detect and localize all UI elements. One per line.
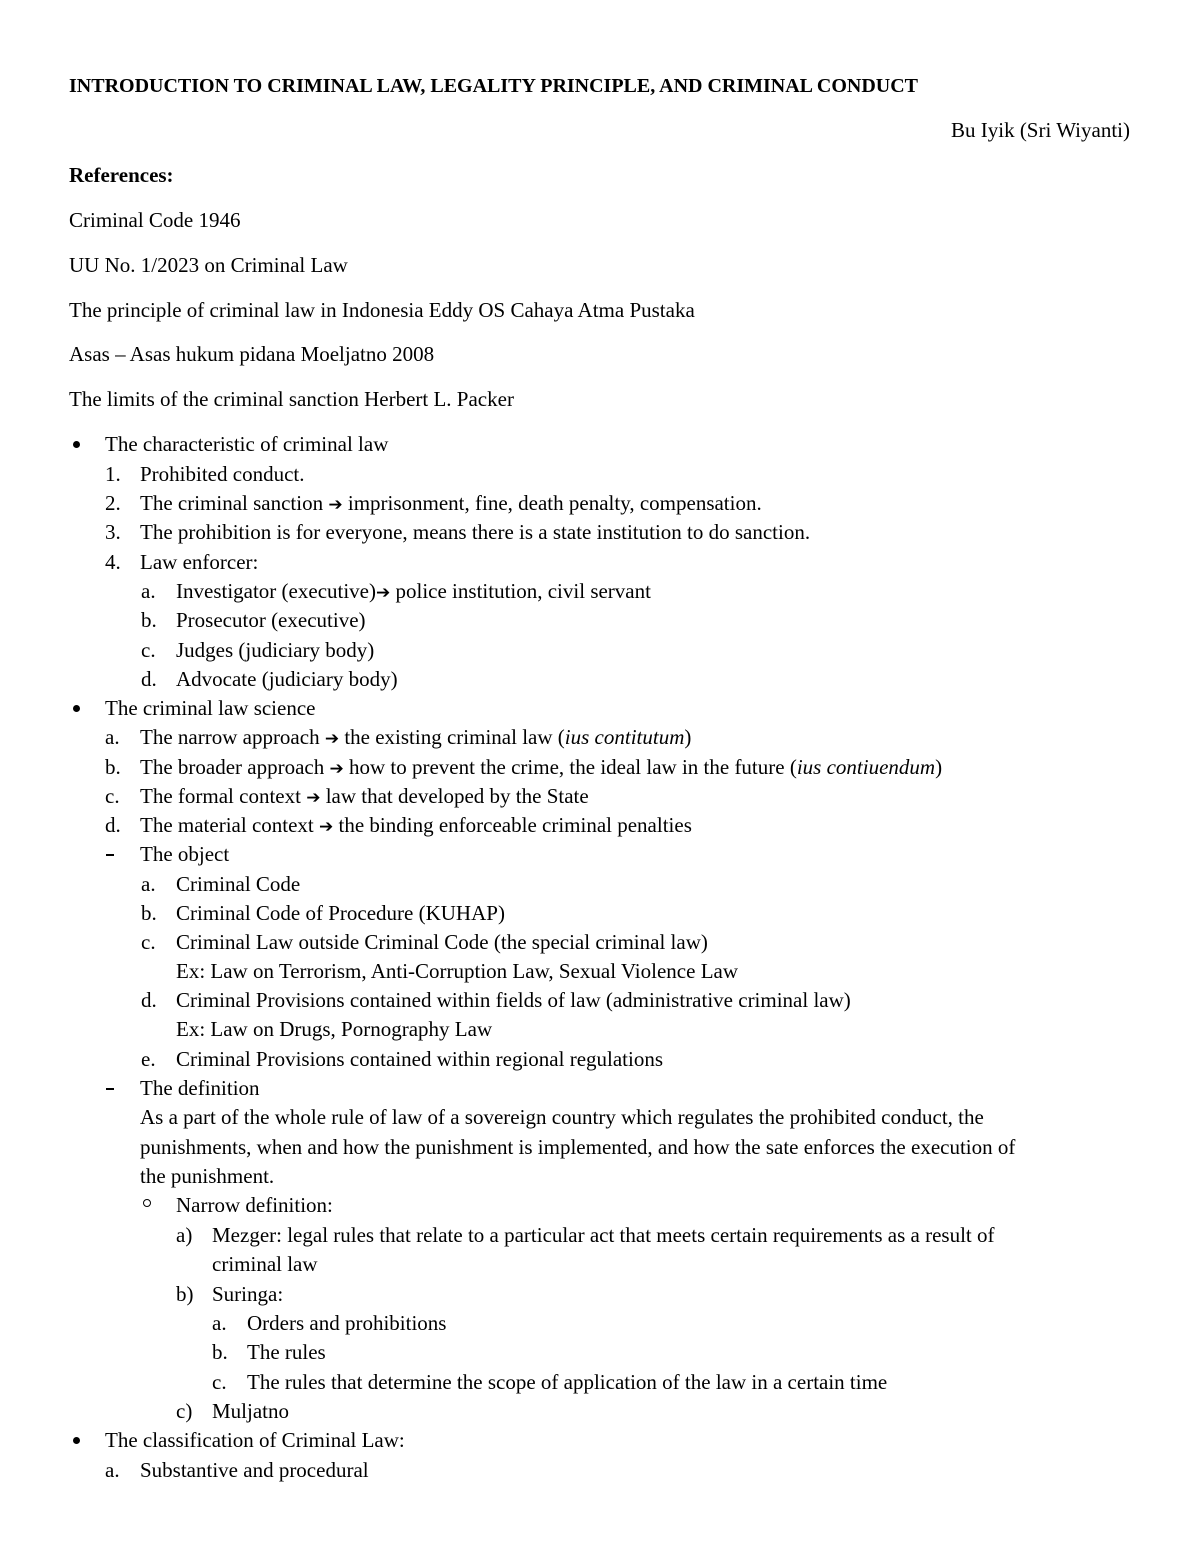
author: Bu Iyik (Sri Wiyanti) (950, 118, 1130, 142)
list-item: Prohibited conduct. (140, 462, 305, 486)
list-marker: b. (141, 608, 157, 632)
list-item: Criminal Code (176, 872, 301, 896)
list-marker: 1. (105, 462, 121, 486)
list-item: The rules (247, 1340, 326, 1364)
list-item: Judges (judiciary body) (176, 638, 375, 662)
list-item-example: Ex: Law on Drugs, Pornography Law (176, 1017, 493, 1041)
list-marker: d. (141, 988, 157, 1012)
definition-text: punishments, when and how the punishment is implemented, and how the sate enforces the execution of (140, 1135, 1016, 1159)
list-item: Orders and prohibitions (247, 1311, 447, 1335)
list-marker: c. (212, 1370, 227, 1394)
list-item: Criminal Provisions contained within regional regulations (176, 1047, 664, 1071)
list-marker: a. (212, 1311, 227, 1335)
definition-text: the punishment. (140, 1164, 275, 1188)
definition-text: As a part of the whole rule of law of a sovereign country which regulates the prohibited conduct, the (140, 1105, 984, 1129)
list-item: The broader approach ➔ how to prevent the crime, the ideal law in the future (ius contiuendum) (140, 755, 943, 779)
reference-item: UU No. 1/2023 on Criminal Law (69, 253, 348, 277)
reference-item: The principle of criminal law in Indonesia Eddy OS Cahaya Atma Pustaka (69, 298, 695, 322)
section-science-title: The criminal law science (105, 696, 316, 720)
list-item: The narrow approach ➔ the existing criminal law (ius contitutum) (140, 725, 692, 749)
circle-bullet-icon (143, 1199, 151, 1207)
arrow-right-icon: ➔ (324, 729, 340, 749)
arrow-right-icon: ➔ (319, 817, 334, 837)
list-item: Mezger: legal rules that relate to a particular act that meets certain requirements as a result of (212, 1223, 995, 1247)
list-marker: 2. (105, 491, 121, 515)
list-marker: d. (141, 667, 157, 691)
list-item: Law enforcer: (140, 550, 259, 574)
list-item: Suringa: (212, 1282, 284, 1306)
arrow-right-icon: ➔ (328, 495, 343, 515)
list-marker: a. (141, 579, 156, 603)
reference-item: Criminal Code 1946 (69, 208, 241, 232)
list-item: criminal law (212, 1252, 318, 1276)
list-marker: c) (176, 1399, 193, 1423)
list-marker: 3. (105, 520, 121, 544)
list-item: The rules that determine the scope of application of the law in a certain time (247, 1370, 888, 1394)
list-item: The material context ➔ the binding enforceable criminal penalties (140, 813, 692, 837)
list-item: The prohibition is for everyone, means there is a state institution to do sanction. (140, 520, 811, 544)
bullet-icon (73, 1437, 80, 1444)
bullet-icon (73, 705, 80, 712)
narrow-definition-title: Narrow definition: (176, 1193, 333, 1217)
arrow-right-icon: ➔ (306, 788, 321, 808)
bullet-icon (73, 441, 80, 448)
arrow-right-icon: ➔ (329, 759, 344, 779)
list-marker: e. (141, 1047, 156, 1071)
list-item: Criminal Code of Procedure (KUHAP) (176, 901, 505, 925)
list-item: The criminal sanction ➔ imprisonment, fine, death penalty, compensation. (140, 491, 762, 515)
list-marker: c. (105, 784, 120, 808)
page-title: INTRODUCTION TO CRIMINAL LAW, LEGALITY PRINCIPLE, AND CRIMINAL CONDUCT (69, 75, 919, 97)
list-item: Investigator (executive)➔ police institution, civil servant (176, 579, 651, 603)
dash-bullet-icon (106, 1088, 114, 1090)
list-item: Muljatno (212, 1399, 289, 1423)
list-item: Criminal Provisions contained within fields of law (administrative criminal law) (176, 988, 851, 1012)
reference-item: Asas – Asas hukum pidana Moeljatno 2008 (69, 342, 435, 366)
list-marker: 4. (105, 550, 121, 574)
definition-title: The definition (140, 1076, 260, 1100)
list-marker: b. (212, 1340, 228, 1364)
list-item: Advocate (judiciary body) (176, 667, 398, 691)
list-marker: a. (141, 872, 156, 896)
reference-item: The limits of the criminal sanction Herbert L. Packer (69, 387, 514, 411)
list-item: Criminal Law outside Criminal Code (the special criminal law) (176, 930, 708, 954)
section-characteristic-title: The characteristic of criminal law (105, 432, 389, 456)
object-title: The object (140, 842, 230, 866)
section-classification-title: The classification of Criminal Law: (105, 1428, 405, 1452)
list-marker: b) (176, 1282, 194, 1306)
list-item: The formal context ➔ law that developed by the State (140, 784, 589, 808)
arrow-right-icon: ➔ (376, 583, 391, 603)
list-marker: a. (105, 1458, 120, 1482)
list-marker: c. (141, 638, 156, 662)
list-marker: d. (105, 813, 121, 837)
list-marker: a) (176, 1223, 193, 1247)
list-marker: c. (141, 930, 156, 954)
dash-bullet-icon (106, 854, 114, 856)
list-item: Prosecutor (executive) (176, 608, 366, 632)
list-marker: b. (105, 755, 121, 779)
list-item-example: Ex: Law on Terrorism, Anti-Corruption Law, Sexual Violence Law (176, 959, 739, 983)
references-heading: References: (69, 163, 174, 187)
list-marker: b. (141, 901, 157, 925)
list-item: Substantive and procedural (140, 1458, 369, 1482)
list-marker: a. (105, 725, 120, 749)
